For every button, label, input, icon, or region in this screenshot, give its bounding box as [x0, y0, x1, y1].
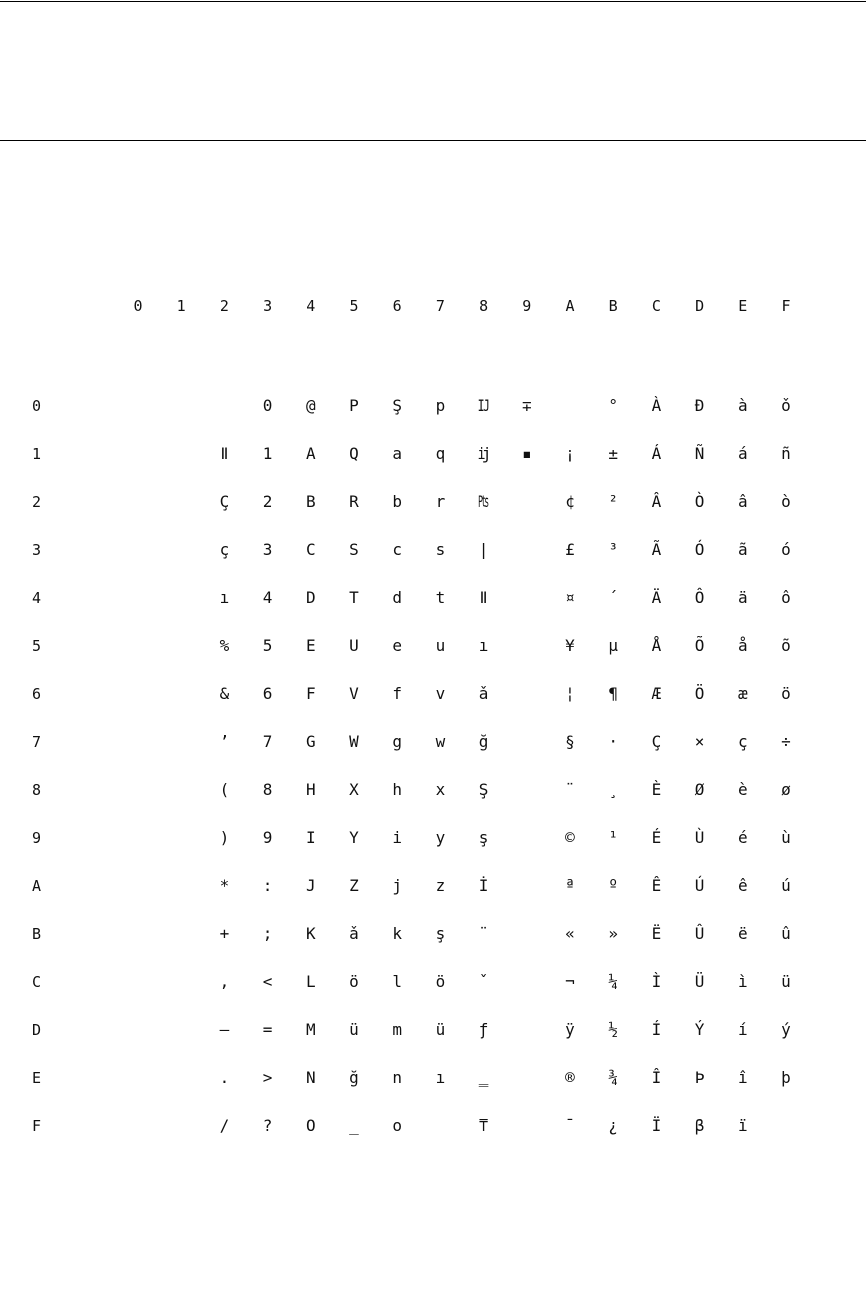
code-cell: ƒ — [478, 1020, 489, 1039]
code-cell: Ⅱ — [220, 444, 229, 463]
code-cell: Ý — [694, 1020, 705, 1039]
code-cell: ö — [349, 972, 359, 991]
code-cell: è — [737, 780, 748, 799]
code-cell: Õ — [694, 636, 705, 655]
code-cell: @ — [305, 396, 316, 415]
code-cell: ¿ — [608, 1116, 618, 1135]
code-cell: ê — [737, 876, 748, 895]
code-cell: µ — [608, 636, 618, 655]
code-cell: = — [262, 1020, 273, 1039]
row-header: 4 — [32, 589, 42, 607]
row-header: 0 — [32, 397, 42, 415]
code-cell: ó — [781, 540, 791, 559]
code-cell: m — [392, 1020, 402, 1039]
code-cell: þ — [781, 1068, 791, 1087]
code-cell: j — [392, 876, 402, 895]
code-cell: e — [392, 636, 402, 655]
code-cell: Ü — [694, 972, 705, 991]
code-cell: ¥ — [565, 636, 575, 655]
code-cell: ¶ — [608, 684, 618, 703]
code-cell: Þ — [694, 1068, 705, 1087]
column-header: A — [565, 297, 575, 315]
row-header: 2 — [32, 493, 42, 511]
row-header: 8 — [32, 781, 42, 799]
code-cell: ▪ — [521, 444, 532, 463]
code-cell: ë — [737, 924, 748, 943]
code-cell: : — [262, 876, 273, 895]
header-rule — [0, 140, 866, 141]
code-cell: 5 — [262, 636, 273, 655]
code-cell: / — [219, 1116, 230, 1135]
row-header: 5 — [32, 637, 42, 655]
code-cell: ø — [781, 780, 791, 799]
code-cell: ⍑ — [478, 1116, 489, 1135]
code-cell: – — [219, 1020, 230, 1039]
code-cell: p — [435, 396, 446, 415]
column-header: D — [695, 297, 705, 315]
code-cell: Á — [651, 444, 662, 463]
code-cell: ñ — [781, 444, 791, 463]
code-cell: X — [349, 780, 359, 799]
code-cell: ½ — [608, 1020, 618, 1039]
code-cell: À — [651, 396, 662, 415]
code-cell: A — [305, 444, 316, 463]
code-cell: Ì — [651, 972, 662, 991]
code-cell: C — [305, 540, 316, 559]
code-cell: 6 — [262, 684, 273, 703]
code-cell: Ş — [478, 780, 489, 799]
code-cell: b — [392, 492, 402, 511]
code-cell: © — [565, 828, 575, 847]
code-cell: ® — [565, 1068, 575, 1087]
row-header: B — [32, 925, 42, 943]
code-cell: g — [392, 732, 402, 751]
row-header: 7 — [32, 733, 42, 751]
code-cell: ü — [349, 1020, 359, 1039]
column-header: 7 — [435, 297, 445, 315]
code-cell: Z — [349, 876, 359, 895]
code-cell: ¨ — [565, 780, 575, 799]
code-cell: Ĳ — [478, 396, 489, 415]
code-cell: ı — [478, 636, 489, 655]
code-cell: a — [392, 444, 402, 463]
code-cell: d — [392, 588, 402, 607]
code-cell: ¬ — [565, 972, 575, 991]
code-cell: ğ — [478, 732, 489, 751]
code-cell: _ — [349, 1116, 359, 1135]
code-cell: o — [392, 1116, 402, 1135]
code-cell: á — [737, 444, 748, 463]
code-cell: & — [219, 684, 230, 703]
code-cell: Ã — [651, 540, 662, 559]
code-cell: N — [305, 1068, 316, 1087]
code-cell: D — [305, 588, 316, 607]
code-cell: ¼ — [608, 972, 618, 991]
row-header: 3 — [32, 541, 42, 559]
code-cell: y — [435, 828, 446, 847]
code-cell: K — [305, 924, 316, 943]
column-header: B — [608, 297, 618, 315]
code-cell: Ó — [694, 540, 705, 559]
code-cell: ò — [781, 492, 791, 511]
code-cell: ’ — [219, 732, 230, 751]
code-cell: x — [435, 780, 446, 799]
code-cell: L — [305, 972, 316, 991]
code-cell: ¨ — [478, 924, 489, 943]
code-cell: ş — [478, 828, 489, 847]
code-cell: » — [608, 924, 618, 943]
code-cell: £ — [565, 540, 575, 559]
code-cell: ı — [435, 1068, 446, 1087]
code-cell: å — [737, 636, 748, 655]
code-cell: s — [435, 540, 446, 559]
code-cell: « — [565, 924, 575, 943]
code-cell: Â — [651, 492, 662, 511]
code-cell: ĳ — [478, 444, 489, 463]
code-cell: O — [305, 1116, 316, 1135]
code-cell: 0 — [262, 396, 273, 415]
code-cell: I — [305, 828, 316, 847]
column-header: 9 — [522, 297, 532, 315]
code-cell: Ş — [392, 396, 402, 415]
code-cell: ( — [219, 780, 230, 799]
code-cell: Ö — [694, 684, 705, 703]
code-cell: β — [694, 1116, 705, 1135]
code-cell: n — [392, 1068, 402, 1087]
code-cell: i — [392, 828, 402, 847]
row-header: E — [32, 1069, 42, 1087]
code-cell: î — [737, 1068, 748, 1087]
code-cell: F — [305, 684, 316, 703]
code-cell: 9 — [262, 828, 273, 847]
column-header: E — [738, 297, 748, 315]
code-cell: M — [305, 1020, 316, 1039]
code-cell: ¤ — [565, 588, 575, 607]
code-cell: k — [392, 924, 402, 943]
row-header: 9 — [32, 829, 42, 847]
code-cell: ã — [737, 540, 748, 559]
code-cell: æ — [737, 684, 748, 703]
code-cell: ¹ — [608, 828, 618, 847]
code-cell: T — [349, 588, 359, 607]
code-cell: Î — [651, 1068, 662, 1087]
code-cell: < — [262, 972, 273, 991]
code-cell: W — [349, 732, 359, 751]
code-cell: ; — [262, 924, 273, 943]
code-cell: . — [219, 1068, 230, 1087]
code-cell: ğ — [349, 1068, 359, 1087]
code-cell: Å — [651, 636, 662, 655]
column-header: 5 — [349, 297, 359, 315]
code-cell: ? — [262, 1116, 273, 1135]
code-cell: í — [737, 1020, 748, 1039]
code-cell: õ — [781, 636, 791, 655]
row-header: 1 — [32, 445, 42, 463]
code-cell: ï — [737, 1116, 748, 1135]
code-cell: G — [305, 732, 316, 751]
code-cell: ǎ — [478, 684, 489, 703]
code-cell: İ — [478, 876, 489, 895]
code-cell: ú — [781, 876, 791, 895]
code-cell: z — [435, 876, 446, 895]
code-cell: u — [435, 636, 446, 655]
code-cell: ş — [435, 924, 446, 943]
code-cell: Y — [349, 828, 359, 847]
code-cell: ö — [781, 684, 791, 703]
row-header: A — [32, 877, 42, 895]
code-cell: c — [392, 540, 402, 559]
code-cell: % — [219, 636, 230, 655]
code-cell: h — [392, 780, 402, 799]
column-header: 3 — [263, 297, 273, 315]
code-cell: S — [349, 540, 359, 559]
code-cell: ‗ — [478, 1068, 489, 1087]
column-header: 4 — [306, 297, 316, 315]
code-cell: r — [435, 492, 446, 511]
code-cell: + — [219, 924, 230, 943]
code-cell: à — [737, 396, 748, 415]
top-rule — [0, 1, 866, 2]
code-cell: È — [651, 780, 662, 799]
code-cell: t — [435, 588, 446, 607]
code-cell: Ï — [651, 1116, 662, 1135]
code-cell: · — [608, 732, 618, 751]
code-cell: ä — [737, 588, 748, 607]
code-cell: Û — [694, 924, 705, 943]
code-cell: Đ — [694, 396, 705, 415]
code-cell: Ô — [694, 588, 705, 607]
code-cell: ª — [565, 876, 575, 895]
code-cell: 3 — [262, 540, 273, 559]
code-cell: ý — [781, 1020, 791, 1039]
code-cell: § — [565, 732, 575, 751]
code-cell: ¯ — [565, 1116, 575, 1135]
code-cell: ´ — [608, 588, 618, 607]
code-cell: ¢ — [565, 492, 575, 511]
code-cell: U — [349, 636, 359, 655]
code-cell: * — [219, 876, 230, 895]
code-cell: > — [262, 1068, 273, 1087]
code-cell: E — [305, 636, 316, 655]
code-cell: 2 — [262, 492, 273, 511]
code-cell: Ò — [694, 492, 705, 511]
code-cell: J — [305, 876, 316, 895]
code-cell: f — [392, 684, 402, 703]
code-cell: ± — [608, 444, 618, 463]
code-cell: Ñ — [694, 444, 705, 463]
code-cell: ¡ — [565, 444, 575, 463]
code-cell: ǒ — [781, 396, 791, 415]
row-header: F — [32, 1117, 42, 1135]
code-cell: | — [478, 540, 489, 559]
code-cell: Ú — [694, 876, 705, 895]
code-cell: Ç — [219, 492, 230, 511]
code-cell: û — [781, 924, 791, 943]
code-cell: ₧ — [478, 492, 489, 511]
code-cell: v — [435, 684, 446, 703]
column-header: 6 — [392, 297, 402, 315]
code-cell: Ê — [651, 876, 662, 895]
code-cell: â — [737, 492, 748, 511]
code-cell: w — [435, 732, 446, 751]
code-cell: ¦ — [565, 684, 575, 703]
code-cell: º — [608, 876, 618, 895]
code-cell: ì — [737, 972, 748, 991]
code-cell: ö — [435, 972, 446, 991]
code-cell: ç — [737, 732, 748, 751]
code-cell: Q — [349, 444, 359, 463]
code-cell: B — [305, 492, 316, 511]
code-cell: Ä — [651, 588, 662, 607]
row-header: D — [32, 1021, 42, 1039]
code-cell: l — [392, 972, 402, 991]
code-cell: 1 — [262, 444, 273, 463]
code-cell: ç — [219, 540, 230, 559]
code-cell: ǎ — [349, 924, 359, 943]
code-cell: ¾ — [608, 1068, 618, 1087]
code-cell: q — [435, 444, 446, 463]
code-cell: Ø — [694, 780, 705, 799]
code-cell: ô — [781, 588, 791, 607]
code-cell: Ù — [694, 828, 705, 847]
code-cell: ° — [608, 396, 618, 415]
code-cell: ∓ — [521, 396, 532, 415]
row-header: 6 — [32, 685, 42, 703]
code-cell: 4 — [262, 588, 273, 607]
code-cell: ) — [219, 828, 230, 847]
code-cell: ÷ — [781, 732, 791, 751]
code-cell: Ç — [651, 732, 662, 751]
code-cell: ù — [781, 828, 791, 847]
row-header: C — [32, 973, 42, 991]
code-cell: ü — [781, 972, 791, 991]
code-cell: ü — [435, 1020, 446, 1039]
column-header: 1 — [176, 297, 186, 315]
code-cell: ² — [608, 492, 618, 511]
code-cell: ³ — [608, 540, 618, 559]
code-cell: ÿ — [565, 1020, 575, 1039]
column-header: 0 — [133, 297, 143, 315]
code-cell: é — [737, 828, 748, 847]
code-cell: Ⅱ — [479, 588, 488, 607]
code-cell: Í — [651, 1020, 662, 1039]
code-cell: , — [219, 972, 230, 991]
code-cell: 8 — [262, 780, 273, 799]
code-cell: É — [651, 828, 662, 847]
code-cell: P — [349, 396, 359, 415]
code-cell: Æ — [651, 684, 662, 703]
code-cell: V — [349, 684, 359, 703]
code-cell: ı — [219, 588, 230, 607]
code-cell: Ë — [651, 924, 662, 943]
column-header: 2 — [219, 297, 229, 315]
column-header: 8 — [479, 297, 489, 315]
code-cell: H — [305, 780, 316, 799]
code-cell: × — [694, 732, 705, 751]
column-header: C — [651, 297, 661, 315]
code-cell: 7 — [262, 732, 273, 751]
code-cell: R — [349, 492, 359, 511]
code-cell: ¸ — [608, 780, 618, 799]
column-header: F — [781, 297, 791, 315]
code-cell: ˇ — [478, 972, 489, 991]
